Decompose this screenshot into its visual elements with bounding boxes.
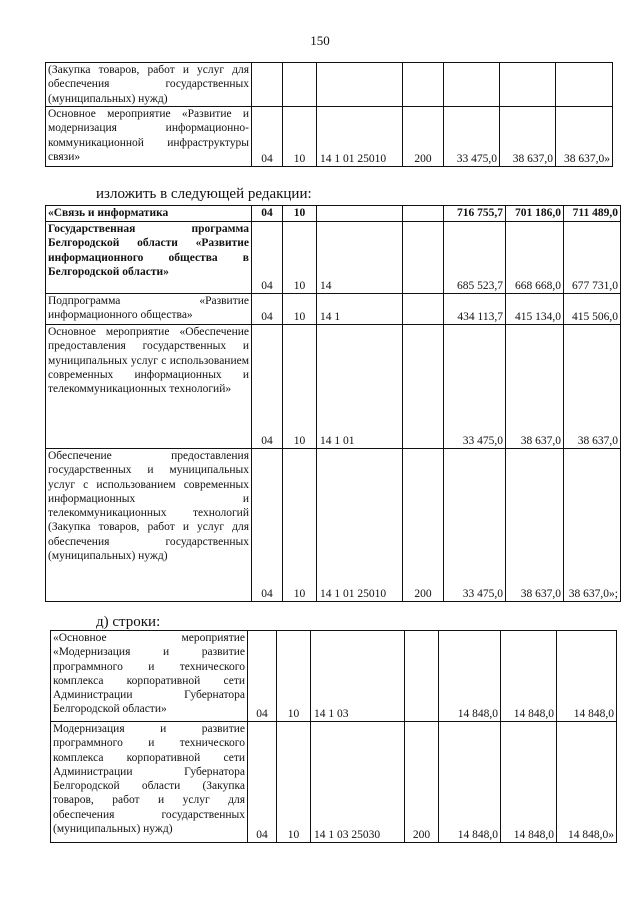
row-name-cell: Обеспечение предоставления государственных и муниципальных услуг с использованием современных информационных и телекоммуникационных технологий (Закупка товаров, работ и услуг для обеспечения государственных (муниципальных) нужд) <box>46 449 252 602</box>
table-row <box>46 222 621 294</box>
vr-cell: 200 <box>405 722 439 843</box>
rz-cell: 04 <box>252 294 283 325</box>
table-row <box>46 63 613 107</box>
year3-cell: 711 489,0 <box>564 206 621 222</box>
year2-cell: 415 134,0 <box>506 294 564 325</box>
year2-cell: 38 637,0 <box>500 107 556 167</box>
pr-cell: 10 <box>283 222 317 294</box>
row-name-cell: «Основное мероприятие «Модернизация и развитие программного и технического комплекса корпоративной сети Администрации Губернатора Белгородской области» <box>51 631 248 722</box>
pr-cell: 10 <box>283 294 317 325</box>
year3-cell: 38 637,0 <box>564 325 621 449</box>
csr-cell: 14 1 01 25010 <box>317 449 403 602</box>
vr-cell <box>403 222 444 294</box>
pr-cell <box>283 63 317 107</box>
pr-cell: 10 <box>283 107 317 167</box>
csr-cell <box>317 63 403 107</box>
year1-cell: 33 475,0 <box>444 107 500 167</box>
year3-cell: 38 637,0»; <box>564 449 621 602</box>
vr-cell <box>403 325 444 449</box>
year1-cell: 716 755,7 <box>444 206 506 222</box>
vr-cell <box>403 206 444 222</box>
year2-cell: 701 186,0 <box>506 206 564 222</box>
year1-cell: 434 113,7 <box>444 294 506 325</box>
csr-cell: 14 1 01 <box>317 325 403 449</box>
table-row <box>51 631 617 722</box>
row-name-cell: Основное мероприятие «Обеспечение предоставления государственных и муниципальных услуг с использованием современных информационных и телекоммуникационных технологий» <box>46 325 252 449</box>
year2-cell: 38 637,0 <box>506 325 564 449</box>
year2-cell: 14 848,0 <box>501 722 557 843</box>
csr-cell: 14 1 03 25030 <box>311 722 405 843</box>
page-number: 150 <box>310 33 330 48</box>
csr-cell: 14 1 03 <box>311 631 405 722</box>
vr-cell: 200 <box>403 107 444 167</box>
pr-cell: 10 <box>277 722 311 843</box>
year3-cell: 14 848,0 <box>557 631 617 722</box>
csr-cell: 14 1 <box>317 294 403 325</box>
csr-cell: 14 1 01 25010 <box>317 107 403 167</box>
table-row <box>46 206 621 222</box>
year2-cell: 38 637,0 <box>506 449 564 602</box>
year3-cell <box>556 63 613 107</box>
year1-cell: 33 475,0 <box>444 325 506 449</box>
rz-cell: 04 <box>252 206 283 222</box>
csr-cell: 14 <box>317 222 403 294</box>
pr-cell: 10 <box>277 631 311 722</box>
table-row <box>46 325 621 449</box>
row-name-cell: Подпрограмма «Развитие информационного общества» <box>46 294 252 325</box>
year1-cell: 14 848,0 <box>439 722 501 843</box>
rz-cell: 04 <box>252 449 283 602</box>
row-name-cell: Модернизация и развитие программного и технического комплекса корпоративной сети Администрации Губернатора Белгородской области (Закупка товаров, работ и услуг для обеспечения государственных (муниципальных) нужд) <box>51 722 248 843</box>
year3-cell: 14 848,0» <box>557 722 617 843</box>
vr-cell <box>403 63 444 107</box>
row-name-cell: (Закупка товаров, работ и услуг для обеспечения государственных (муниципальных) нужд) <box>46 63 252 107</box>
year1-cell: 14 848,0 <box>439 631 501 722</box>
year3-cell: 677 731,0 <box>564 222 621 294</box>
row-name-cell: Основное мероприятие «Развитие и модернизация информационно-коммуникационной инфраструктуры связи» <box>46 107 252 167</box>
rz-cell: 04 <box>252 325 283 449</box>
row-name-cell: Государственная программа Белгородской области «Развитие информационного общества в Белгородской области» <box>46 222 252 294</box>
vr-cell <box>403 294 444 325</box>
rz-cell: 04 <box>248 631 277 722</box>
rz-cell: 04 <box>248 722 277 843</box>
table-row <box>46 449 621 602</box>
year1-cell <box>444 63 500 107</box>
table-row <box>46 294 621 325</box>
row-name-cell: «Связь и информатика <box>46 206 252 222</box>
caption-rows: д) строки: <box>96 614 161 630</box>
vr-cell <box>405 631 439 722</box>
table-row <box>46 107 613 167</box>
year1-cell: 33 475,0 <box>444 449 506 602</box>
year1-cell: 685 523,7 <box>444 222 506 294</box>
year2-cell <box>500 63 556 107</box>
year2-cell: 668 668,0 <box>506 222 564 294</box>
csr-cell <box>317 206 403 222</box>
pr-cell: 10 <box>283 206 317 222</box>
year3-cell: 415 506,0 <box>564 294 621 325</box>
year2-cell: 14 848,0 <box>501 631 557 722</box>
caption-new-edition: изложить в следующей редакции: <box>96 186 312 202</box>
rz-cell <box>252 63 283 107</box>
budget-table-3 <box>50 630 617 843</box>
year3-cell: 38 637,0» <box>556 107 613 167</box>
pr-cell: 10 <box>283 325 317 449</box>
table-row <box>51 722 617 843</box>
budget-table-1 <box>45 62 613 167</box>
budget-table-2 <box>45 205 621 602</box>
rz-cell: 04 <box>252 222 283 294</box>
vr-cell: 200 <box>403 449 444 602</box>
pr-cell: 10 <box>283 449 317 602</box>
rz-cell: 04 <box>252 107 283 167</box>
